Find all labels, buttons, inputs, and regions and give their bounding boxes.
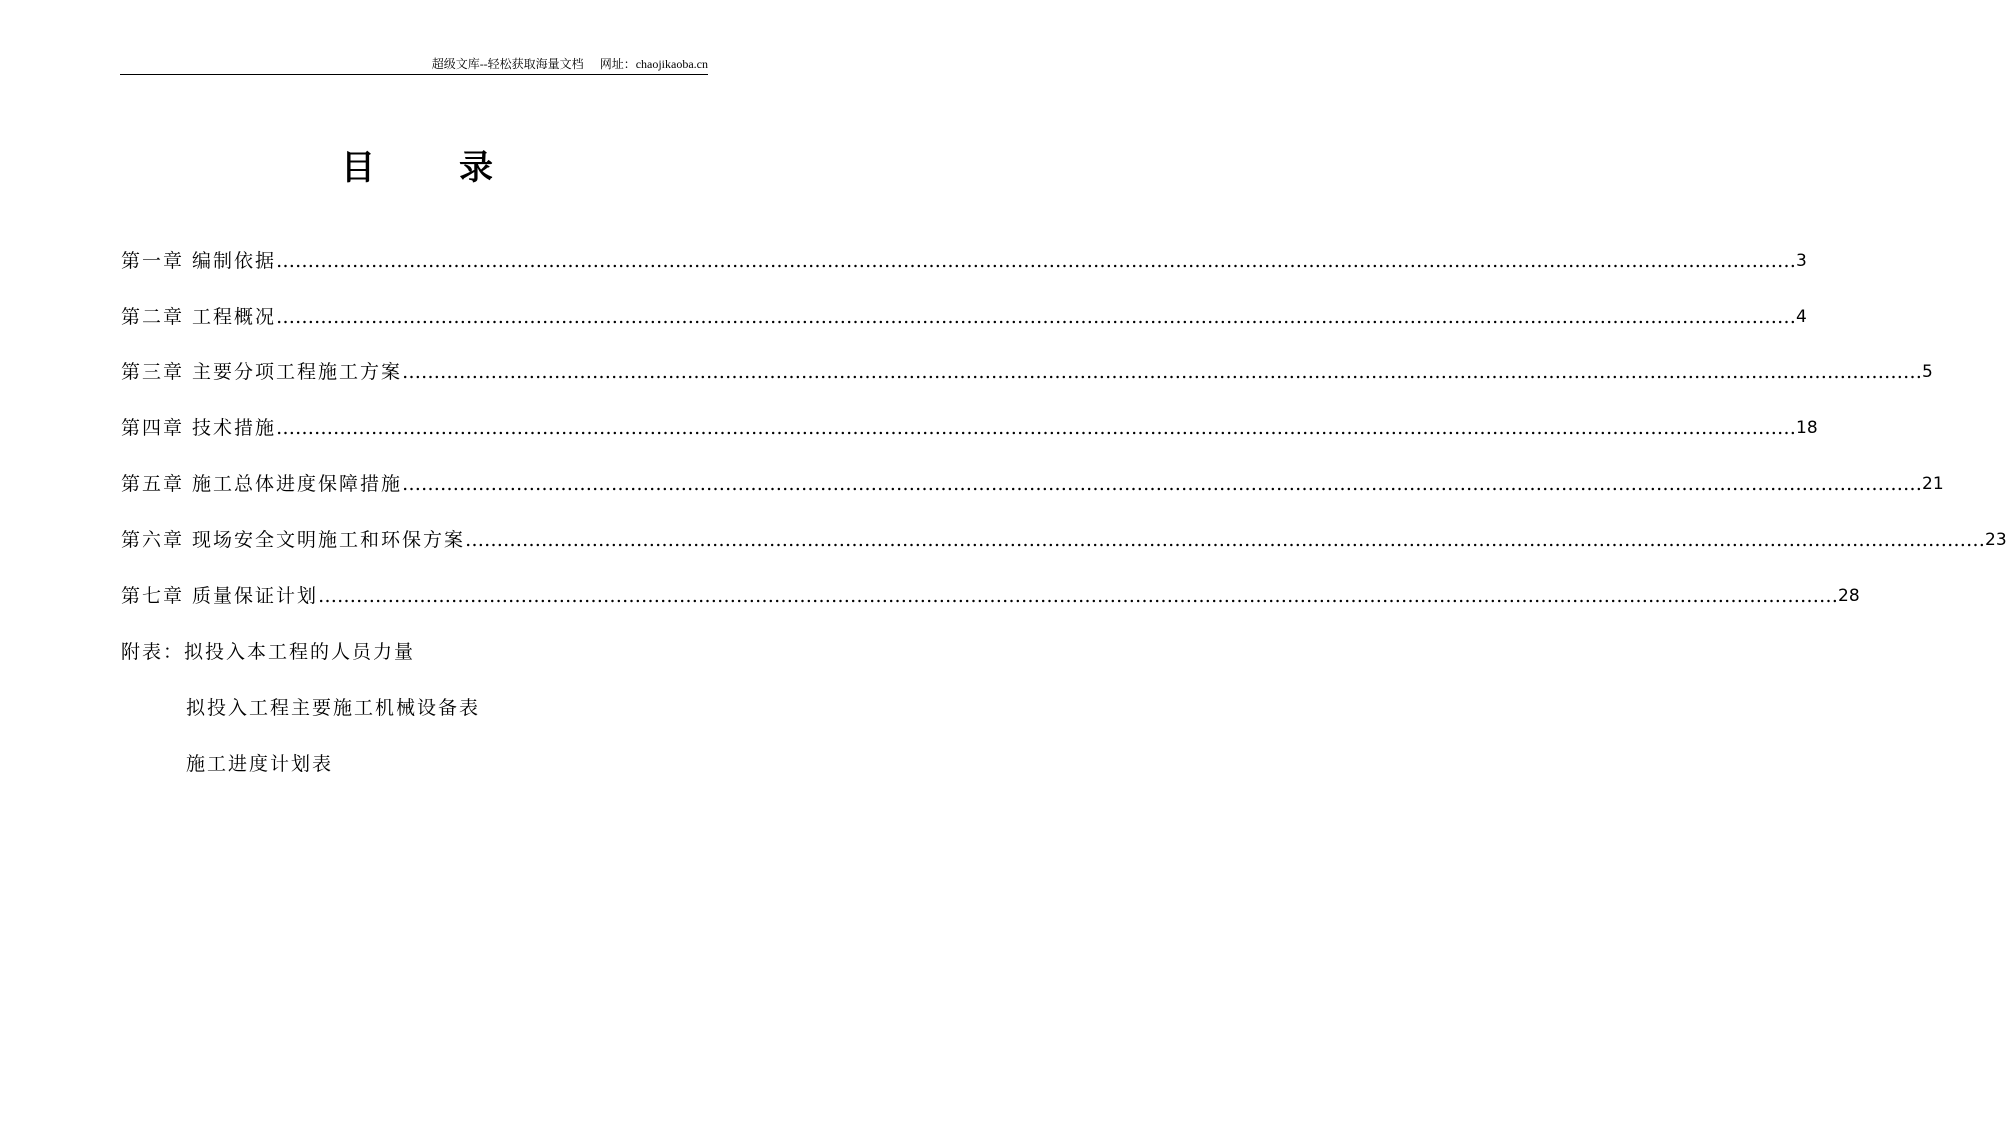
toc-leader-dots: …………………………………………………………………………………………………………………………………………………………………………………………………………………… <box>276 250 1797 272</box>
toc-entry-label: 第三章 主要分项工程施工方案 <box>121 361 403 383</box>
appendix-item: 拟投入工程主要施工机械设备表 <box>186 697 481 719</box>
toc-entry-page: 18 <box>1796 418 1818 438</box>
page-header <box>120 56 708 75</box>
toc-entry <box>121 583 1860 609</box>
toc-entry-label: 第四章 技术措施 <box>121 417 277 439</box>
toc-entry-page: 23 <box>1985 530 2007 550</box>
header-site-url: 网址：chaojikaoba.cn <box>599 57 708 71</box>
page-title <box>341 146 501 190</box>
title-char-1: 目 <box>341 148 375 188</box>
toc-entry-page: 4 <box>1796 307 1807 327</box>
toc-entry-label: 第七章 质量保证计划 <box>121 585 319 607</box>
toc-entry-page: 3 <box>1796 251 1807 271</box>
toc-entry-page: 5 <box>1922 362 1933 382</box>
toc-entry <box>121 359 1933 385</box>
toc-entry <box>121 304 1807 330</box>
toc-entry-label: 第一章 编制依据 <box>121 250 277 272</box>
toc-entry-label: 第六章 现场安全文明施工和环保方案 <box>121 529 466 551</box>
appendix-prefix: 附表： <box>121 641 185 663</box>
toc-leader-dots: …………………………………………………………………………………………………………………………………………………………………………………………………………………… <box>276 417 1797 439</box>
header-site-name: 超级文库--轻松获取海量文档 <box>431 57 584 71</box>
toc-leader-dots: …………………………………………………………………………………………………………………………………………………………………………………………………………………… <box>276 306 1797 328</box>
toc-leader-dots: …………………………………………………………………………………………………………………………………………………………………………………………………………………… <box>402 473 1923 495</box>
toc-leader-dots: …………………………………………………………………………………………………………………………………………………………………………………………………………………… <box>465 529 1986 551</box>
appendix-line <box>121 639 415 665</box>
toc-entry-label: 第二章 工程概况 <box>121 306 277 328</box>
toc-entry <box>121 415 1818 441</box>
toc-entry <box>121 248 1807 274</box>
title-char-2: 录 <box>459 148 493 188</box>
appendix-item: 施工进度计划表 <box>186 753 334 775</box>
toc-entry-page: 28 <box>1838 586 1860 606</box>
toc-entry-page: 21 <box>1922 474 1944 494</box>
toc-entry <box>121 527 2007 553</box>
toc-entry-label: 第五章 施工总体进度保障措施 <box>121 473 403 495</box>
toc-leader-dots: …………………………………………………………………………………………………………………………………………………………………………………………………………………… <box>402 361 1923 383</box>
appendix-item: 拟投入本工程的人员力量 <box>184 641 416 663</box>
header-text <box>432 56 708 72</box>
toc-entry <box>121 471 1944 497</box>
toc-leader-dots: …………………………………………………………………………………………………………………………………………………………………………………………………………………… <box>318 585 1839 607</box>
